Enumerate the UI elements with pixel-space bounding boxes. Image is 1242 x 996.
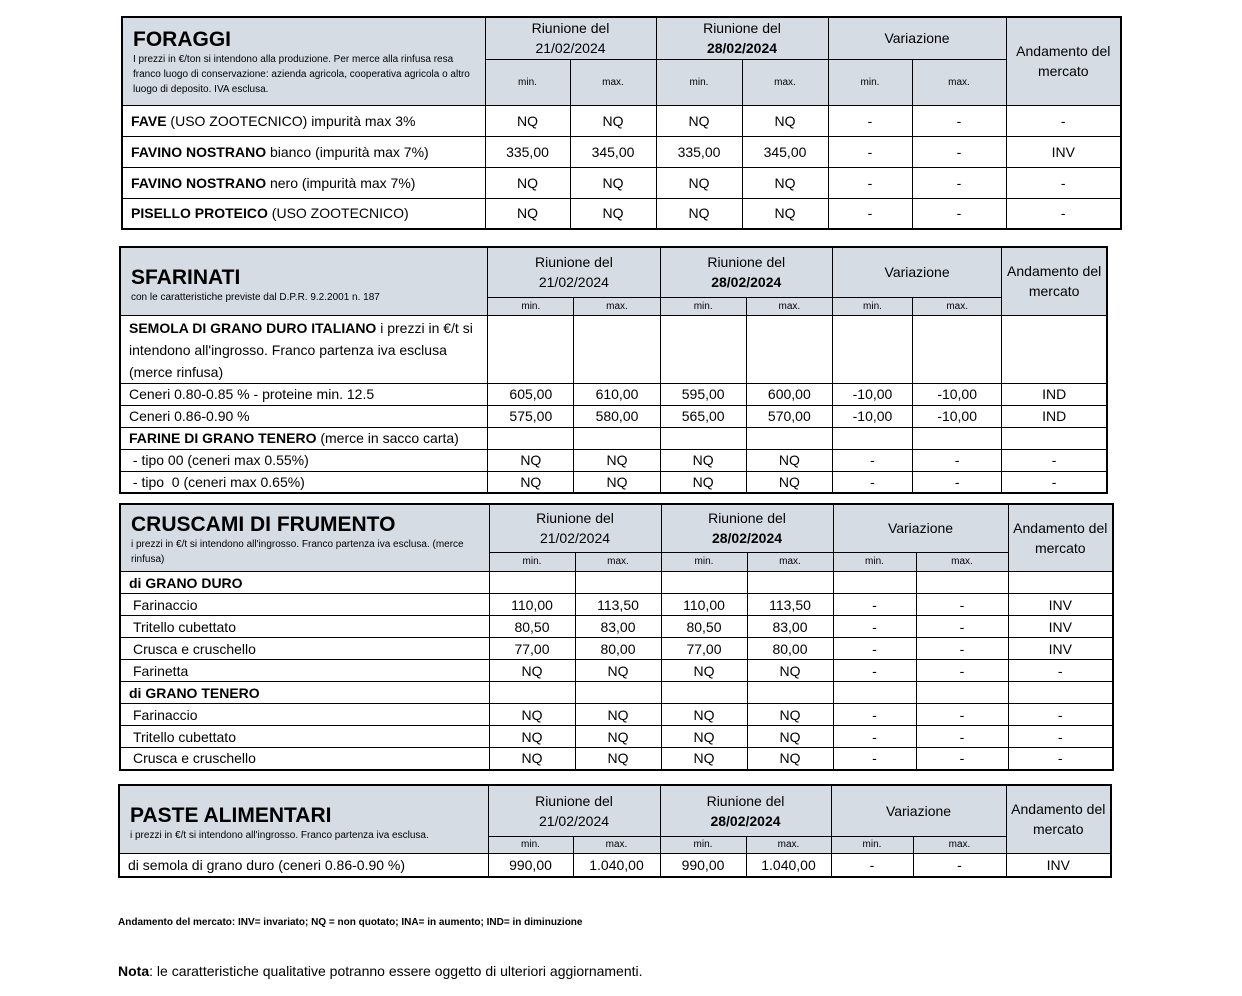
max-header: max. [575,552,661,571]
variation-min-cell: -10,00 [832,383,912,405]
foraggi-title: FORAGGI [133,28,231,51]
cruscami-subtitle: i prezzi in €/t si intendono all'ingrosso. Franco partenza iva esclusa. (merce rinfusa) [131,539,464,565]
row-label-bold: PISELLO PROTEICO [131,205,268,222]
variation-header: Variazione [833,504,1008,552]
row-label [120,726,489,748]
row-label-bold: di GRANO TENERO [129,684,260,701]
market-trend-cell: INV [1008,594,1113,616]
variation-max-cell: - [912,136,1006,167]
variation-max-cell [916,572,1008,594]
min-28-02-cell: 110,00 [661,594,747,616]
min-28-02-cell: NQ [656,167,742,198]
min-21-02-cell [488,315,574,383]
meeting-2-header: Riunione del 28/02/2024 [660,785,831,836]
variation-min-cell: - [832,471,912,493]
min-28-02-cell: 335,00 [656,136,742,167]
row-label-text: Ceneri 0.80-0.85 % - proteine min. 12.5 [129,386,375,402]
max-21-02-cell [574,427,660,449]
max-28-02-cell: 600,00 [746,383,832,405]
variation-min-cell: - [828,105,912,136]
row-label [120,682,489,704]
row-label-bold: SEMOLA DI GRANO DURO ITALIANO [129,319,377,336]
variation-min-cell [833,682,916,704]
market-trend-cell: - [1002,471,1107,493]
max-21-02-cell: NQ [574,471,660,493]
min-28-02-cell: NQ [656,105,742,136]
market-trend-cell: - [1008,660,1113,682]
max-28-02-cell: NQ [742,105,828,136]
min-header: min. [833,552,916,571]
min-21-02-cell [489,682,575,704]
variation-max-cell: - [913,853,1006,877]
market-legend: Andamento del mercato: INV= invariato; NQ = non quotato; INA= in aumento; IND= in diminuzione [118,917,583,928]
market-trend-cell: INV [1006,136,1121,167]
footnote [118,963,643,979]
max-21-02-cell: NQ [570,167,656,198]
variation-min-cell: - [833,748,916,770]
variation-min-cell: - [833,726,916,748]
market-trend-cell: - [1006,105,1121,136]
variation-min-cell [832,427,912,449]
row-label-text: (merce in sacco carta) [316,430,459,446]
min-header: min. [661,552,747,571]
table-row [120,383,1107,405]
paste-title: PASTE ALIMENTARI [130,804,332,827]
min-21-02-cell: NQ [489,726,575,748]
row-label-text: di semola di grano duro (ceneri 0.86-0.90 %) [128,856,406,873]
max-28-02-cell [747,572,833,594]
min-28-02-cell: 990,00 [660,853,746,877]
table-row [120,471,1107,493]
footnote-label: Nota [118,963,150,979]
row-label-text: Crusca e cruschello [133,750,256,767]
variation-min-cell: -10,00 [832,405,912,427]
min-28-02-cell: 565,00 [660,405,746,427]
min-28-02-cell [660,315,746,383]
table-row [120,594,1113,616]
variation-max-cell: - [916,660,1008,682]
variation-max-cell: - [912,105,1006,136]
table-row [120,405,1107,427]
row-label [120,405,488,427]
min-28-02-cell [660,427,746,449]
variation-header: Variazione [832,247,1001,297]
row-label [120,660,489,682]
variation-max-cell [913,315,1002,383]
max-21-02-cell: 80,00 [575,638,661,660]
row-label-text: - tipo 00 (ceneri max 0.55%) [129,452,309,468]
min-21-02-cell: NQ [485,167,570,198]
max-28-02-cell [746,315,832,383]
row-label-text: Farinaccio [133,596,198,613]
min-21-02-cell: 335,00 [485,136,570,167]
meeting-1-header: Riunione del 21/02/2024 [488,785,660,836]
min-21-02-cell: NQ [489,748,575,770]
min-21-02-cell: 605,00 [488,383,574,405]
row-label-bold: FAVE [131,112,167,129]
variation-max-cell: - [912,167,1006,198]
max-header: max. [747,552,833,571]
max-28-02-cell: 83,00 [747,616,833,638]
table-row [122,136,1121,167]
foraggi-table [121,16,1122,230]
market-trend-header: Andamento del mercato [1006,785,1111,853]
max-21-02-cell: 83,00 [575,616,661,638]
variation-min-cell: - [832,449,912,471]
row-label [120,427,488,449]
row-label-text: Ceneri 0.86-0.90 % [129,408,250,424]
table-row [120,572,1113,594]
max-21-02-cell: 1.040,00 [573,853,660,877]
variation-header: Variazione [831,785,1006,836]
variation-min-cell [833,572,916,594]
meeting-2-header: Riunione del 28/02/2024 [661,504,833,552]
min-28-02-cell: NQ [661,660,747,682]
table-row [120,682,1113,704]
max-header: max. [913,836,1006,853]
variation-min-cell: - [828,167,912,198]
variation-min-cell: - [833,638,916,660]
variation-min-cell: - [828,136,912,167]
max-28-02-cell [746,427,832,449]
row-label [120,748,489,770]
table-row [120,638,1113,660]
max-28-02-cell: NQ [742,198,828,229]
max-21-02-cell: NQ [575,704,661,726]
variation-max-cell: - [916,726,1008,748]
sfarinati-subtitle: con le caratteristiche previste dal D.P.R. 9.2.2001 n. 187 [131,292,380,303]
variation-min-cell: - [833,704,916,726]
max-21-02-cell: NQ [574,449,660,471]
max-28-02-cell: NQ [746,471,832,493]
min-header: min. [660,836,746,853]
min-28-02-cell [661,572,747,594]
row-label-bold: di GRANO DURO [129,574,243,591]
cruscami-title: CRUSCAMI DI FRUMENTO [131,513,396,536]
min-28-02-cell: NQ [661,748,747,770]
row-label-text: (USO ZOOTECNICO) [267,205,409,222]
max-28-02-cell: 570,00 [746,405,832,427]
min-header: min. [832,297,912,315]
min-21-02-cell: 80,50 [489,616,575,638]
max-21-02-cell: 610,00 [574,383,660,405]
max-21-02-cell: 580,00 [574,405,660,427]
min-21-02-cell: 990,00 [488,853,573,877]
min-28-02-cell [661,682,747,704]
row-label-text: nero (impurità max 7%) [266,174,416,191]
min-28-02-cell: 77,00 [661,638,747,660]
variation-max-cell: - [913,449,1002,471]
market-trend-cell: - [1008,748,1113,770]
market-trend-cell [1008,572,1113,594]
row-label-text: - tipo 0 (ceneri max 0.65%) [129,473,305,490]
max-21-02-cell: NQ [575,726,661,748]
min-28-02-cell: NQ [656,198,742,229]
market-trend-header: Andamento del mercato [1002,247,1107,315]
variation-header: Variazione [828,17,1006,59]
max-21-02-cell [575,572,661,594]
max-28-02-cell: NQ [747,704,833,726]
min-header: min. [488,297,574,315]
min-header: min. [485,59,570,105]
table-row [120,315,1107,383]
row-label [122,105,485,136]
max-28-02-cell: NQ [746,449,832,471]
max-header: max. [746,297,832,315]
min-header: min. [488,836,573,853]
min-21-02-cell [488,427,574,449]
max-28-02-cell: 1.040,00 [746,853,831,877]
market-trend-cell: - [1002,449,1107,471]
table-row [120,748,1113,770]
meeting-2-header: Riunione del 28/02/2024 [660,247,832,297]
max-28-02-cell [747,682,833,704]
variation-max-cell: - [912,198,1006,229]
max-28-02-cell: NQ [742,167,828,198]
variation-max-cell: - [916,616,1008,638]
table-row [119,853,1111,877]
max-21-02-cell: NQ [570,105,656,136]
cruscami-title-cell [120,504,489,572]
max-21-02-cell: 113,50 [575,594,661,616]
variation-min-cell: - [831,853,913,877]
table-row [122,198,1121,229]
max-header: max. [570,59,656,105]
variation-min-cell: - [833,616,916,638]
min-28-02-cell: 80,50 [661,616,747,638]
max-21-02-cell [575,682,661,704]
row-label-text: Crusca e cruschello [133,640,256,657]
min-28-02-cell: 595,00 [660,383,746,405]
min-21-02-cell: NQ [488,471,574,493]
row-label [120,594,489,616]
variation-max-cell [913,427,1002,449]
row-label [122,167,485,198]
sfarinati-title-cell [120,247,488,315]
row-label [120,315,488,383]
table-row [120,616,1113,638]
row-label-text: Tritello cubettato [133,728,236,745]
max-28-02-cell: 113,50 [747,594,833,616]
max-28-02-cell: NQ [747,726,833,748]
market-trend-header: Andamento del mercato [1006,17,1121,105]
row-label [122,198,485,229]
min-21-02-cell: 77,00 [489,638,575,660]
row-label [120,704,489,726]
variation-min-cell: - [833,594,916,616]
market-trend-cell: INV [1006,853,1111,877]
table-row [120,726,1113,748]
meeting-1-header: Riunione del 21/02/2024 [488,247,660,297]
min-header: min. [831,836,913,853]
max-header: max. [742,59,828,105]
table-row [120,449,1107,471]
table-row [120,427,1107,449]
variation-max-cell: - [916,704,1008,726]
max-28-02-cell: NQ [747,660,833,682]
cruscami-table [119,503,1114,771]
min-21-02-cell: NQ [488,449,574,471]
min-21-02-cell: NQ [489,660,575,682]
row-label [120,616,489,638]
market-trend-cell [1002,427,1107,449]
variation-max-cell: - [916,638,1008,660]
paste-subtitle: i prezzi in €/t si intendono all'ingrosso. Franco partenza iva esclusa. [130,830,429,841]
min-21-02-cell [489,572,575,594]
variation-max-cell: -10,00 [913,405,1002,427]
max-21-02-cell: NQ [575,748,661,770]
min-21-02-cell: 110,00 [489,594,575,616]
paste-title-cell [119,785,488,853]
sfarinati-table [119,246,1108,494]
max-28-02-cell: 80,00 [747,638,833,660]
table-row [122,167,1121,198]
market-trend-cell: INV [1008,638,1113,660]
variation-min-cell: - [828,198,912,229]
min-28-02-cell: NQ [660,449,746,471]
max-header: max. [916,552,1008,571]
max-21-02-cell: NQ [570,198,656,229]
min-28-02-cell: NQ [661,704,747,726]
meeting-2-header: Riunione del 28/02/2024 [656,17,828,59]
market-trend-header: Andamento del mercato [1008,504,1113,572]
market-trend-cell: IND [1002,383,1107,405]
variation-max-cell: - [913,471,1002,493]
row-label [120,383,488,405]
max-21-02-cell [574,315,660,383]
market-trend-cell: - [1006,167,1121,198]
variation-max-cell [916,682,1008,704]
variation-max-cell: - [916,594,1008,616]
min-header: min. [828,59,912,105]
max-header: max. [912,59,1006,105]
market-trend-cell: - [1008,726,1113,748]
min-21-02-cell: NQ [485,105,570,136]
min-header: min. [660,297,746,315]
row-label-bold: FARINE DI GRANO TENERO [129,430,317,446]
row-label [120,638,489,660]
sfarinati-title: SFARINATI [131,266,241,289]
row-label-bold: FAVINO NOSTRANO [131,143,267,160]
variation-max-cell: -10,00 [913,383,1002,405]
table-row [120,660,1113,682]
min-28-02-cell: NQ [661,726,747,748]
row-label [119,853,488,877]
max-header: max. [573,836,660,853]
max-21-02-cell: NQ [575,660,661,682]
row-label-text: i prezzi in €/t si intendono all'ingrosso. Franco partenza iva esclusa (merce rinfusa) [129,319,477,380]
table-row [122,105,1121,136]
row-label [122,136,485,167]
row-label [120,572,489,594]
variation-min-cell [832,315,912,383]
min-header: min. [489,552,575,571]
row-label-text: bianco (impurità max 7%) [266,143,429,160]
max-header: max. [574,297,660,315]
row-label-bold: FAVINO NOSTRANO [131,174,267,191]
meeting-1-header: Riunione del 21/02/2024 [489,504,661,552]
footnote-text: : le caratteristiche qualitative potranno essere oggetto di ulteriori aggiornamenti. [149,963,643,979]
max-header: max. [746,836,831,853]
variation-max-cell: - [916,748,1008,770]
min-28-02-cell: NQ [660,471,746,493]
min-21-02-cell: NQ [489,704,575,726]
meeting-1-header: Riunione del 21/02/2024 [485,17,656,59]
paste-table [118,784,1112,878]
foraggi-title-cell [122,17,485,105]
market-trend-cell: - [1008,704,1113,726]
min-21-02-cell: NQ [485,198,570,229]
market-trend-cell: - [1006,198,1121,229]
row-label [120,471,488,493]
variation-min-cell: - [833,660,916,682]
min-header: min. [656,59,742,105]
market-trend-cell [1008,682,1113,704]
market-trend-cell [1002,315,1107,383]
max-28-02-cell: 345,00 [742,136,828,167]
row-label [120,449,488,471]
row-label-text: Tritello cubettato [133,618,236,635]
row-label-text: Farinetta [133,662,189,679]
min-21-02-cell: 575,00 [488,405,574,427]
max-28-02-cell: NQ [747,748,833,770]
max-header: max. [913,297,1002,315]
foraggi-subtitle: I prezzi in €/ton si intendono alla produzione. Per merce alla rinfusa resa franco luogo di conservazione: azienda agricola, cooperativa agricola o altro luogo di deposito. IVA esclusa. [133,54,470,95]
table-row [120,704,1113,726]
row-label-text: Farinaccio [133,706,198,723]
market-trend-cell: IND [1002,405,1107,427]
market-trend-cell: INV [1008,616,1113,638]
max-21-02-cell: 345,00 [570,136,656,167]
row-label-text: (USO ZOOTECNICO) impurità max 3% [166,112,416,129]
